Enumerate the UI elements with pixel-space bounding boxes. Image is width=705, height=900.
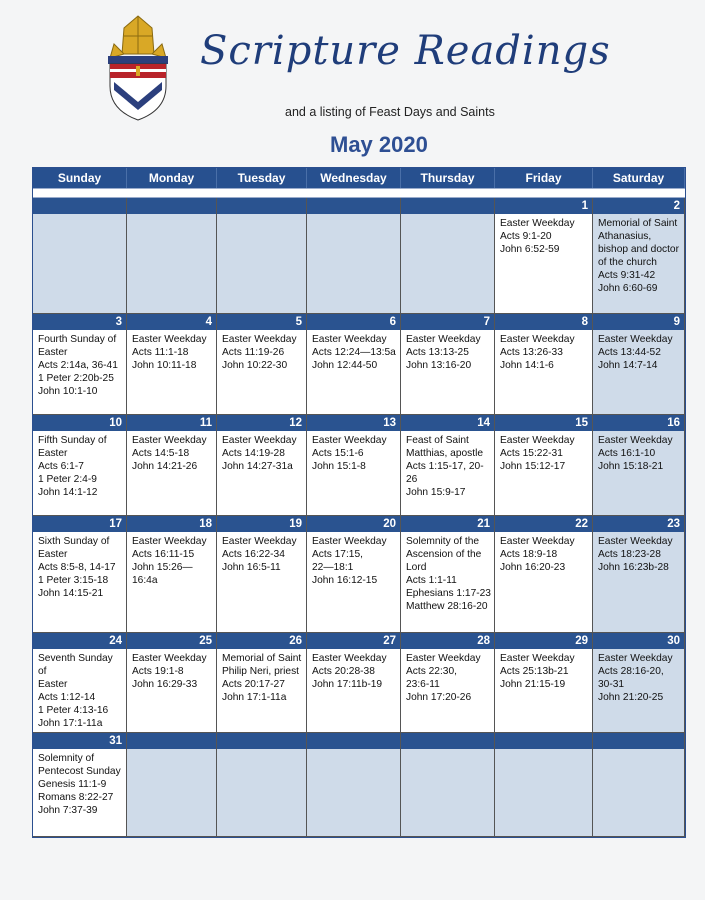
reading-list	[307, 649, 400, 691]
day-cell-11	[127, 415, 217, 516]
day-number: 20	[307, 516, 400, 532]
reading-list	[401, 330, 494, 372]
day-number: 29	[495, 633, 592, 649]
reading-line: Acts 16:11-15	[132, 549, 195, 560]
reading-line: Matthias, apostle	[406, 448, 484, 459]
reading-line: Easter Weekday	[312, 334, 387, 345]
reading-line: Acts 6:1-7	[38, 461, 84, 472]
day-cell-28	[401, 633, 495, 733]
day-number: 3	[33, 314, 126, 330]
reading-line: Easter Weekday	[598, 536, 673, 547]
reading-line: Easter Weekday	[598, 435, 673, 446]
day-number: 24	[33, 633, 126, 649]
reading-line: Acts 13:26-33	[500, 347, 563, 358]
reading-list	[307, 214, 400, 217]
reading-line: Easter Weekday	[598, 334, 673, 345]
reading-line: Easter Weekday	[598, 653, 673, 664]
reading-line: John 16:20-23	[500, 562, 566, 573]
calendar-grid	[32, 167, 686, 838]
reading-line: Easter Weekday	[222, 334, 297, 345]
reading-line: John 16:29-33	[132, 679, 198, 690]
reading-line: Acts 2:14a, 36-41	[38, 360, 118, 371]
page-title: Scripture Readings	[200, 28, 611, 74]
weekday-header-friday: Friday	[495, 168, 593, 188]
weekday-header-tuesday: Tuesday	[217, 168, 307, 188]
day-cell-27	[307, 633, 401, 733]
weekday-header-saturday: Saturday	[593, 168, 685, 188]
reading-line: Acts 20:17-27	[222, 679, 285, 690]
reading-line: Feast of Saint	[406, 435, 469, 446]
reading-line: Easter Weekday	[406, 653, 481, 664]
empty-day-cell	[217, 733, 307, 837]
empty-day-cell	[495, 733, 593, 837]
reading-line: Acts 15:1-6	[312, 448, 364, 459]
reading-line: John 10:22-30	[222, 360, 288, 371]
day-cell-9	[593, 314, 685, 415]
day-cell-1	[495, 198, 593, 314]
day-cell-30	[593, 633, 685, 733]
reading-line: 16:4a	[132, 575, 158, 586]
day-number: 10	[33, 415, 126, 431]
day-number: 1	[495, 198, 592, 214]
reading-line: of the church	[598, 257, 657, 268]
reading-list	[307, 330, 400, 372]
reading-line: John 12:44-50	[312, 360, 378, 371]
day-cell-4	[127, 314, 217, 415]
day-number: 5	[217, 314, 306, 330]
reading-line: Acts 14:5-18	[132, 448, 190, 459]
day-cell-24	[33, 633, 127, 733]
reading-line: Acts 28:16-20,	[598, 666, 664, 677]
day-number: 23	[593, 516, 684, 532]
reading-list	[495, 649, 592, 691]
month-heading: May 2020	[330, 132, 428, 157]
day-cell-17	[33, 516, 127, 633]
day-number: 30	[593, 633, 684, 649]
reading-line: Romans 8:22-27	[38, 792, 114, 803]
weekday-header-monday: Monday	[127, 168, 217, 188]
day-cell-10	[33, 415, 127, 516]
reading-line: John 16:5-11	[222, 562, 281, 573]
reading-line: Athanasius,	[598, 231, 652, 242]
day-cell-20	[307, 516, 401, 633]
day-number: 27	[307, 633, 400, 649]
day-number: 7	[401, 314, 494, 330]
reading-line: Ephesians 1:17-23	[406, 588, 491, 599]
reading-line: Acts 9:1-20	[500, 231, 552, 242]
day-cell-26	[217, 633, 307, 733]
reading-line: John 6:60-69	[598, 283, 658, 294]
reading-line: Acts 11:19-26	[222, 347, 285, 358]
reading-line: 26	[406, 474, 418, 485]
reading-list	[33, 431, 126, 499]
reading-line: Memorial of Saint	[598, 218, 678, 229]
day-cell-16	[593, 415, 685, 516]
reading-list	[401, 649, 494, 704]
empty-day-cell	[33, 198, 127, 314]
day-number: 6	[307, 314, 400, 330]
reading-list	[217, 330, 306, 372]
reading-line: Philip Neri, priest	[222, 666, 299, 677]
reading-line: Acts 8:5-8, 14-17	[38, 562, 116, 573]
reading-list	[593, 214, 684, 295]
reading-list	[593, 749, 684, 752]
day-number	[593, 733, 684, 749]
reading-line: Acts 14:19-28	[222, 448, 285, 459]
day-number: 9	[593, 314, 684, 330]
weekday-header-sunday: Sunday	[33, 168, 127, 188]
reading-line: Acts 13:13-25	[406, 347, 469, 358]
reading-line: Easter Weekday	[312, 536, 387, 547]
reading-line: John 21:15-19	[500, 679, 566, 690]
header-spacer	[33, 188, 685, 198]
reading-list	[217, 749, 306, 752]
reading-line: Easter Weekday	[500, 536, 575, 547]
reading-line: Easter	[38, 679, 68, 690]
reading-line: Acts 12:24—13:5a	[312, 347, 396, 358]
reading-list	[401, 749, 494, 752]
reading-line: Pentecost Sunday	[38, 766, 121, 777]
reading-line: John 15:1-8	[312, 461, 366, 472]
reading-line: 23:6-11	[406, 679, 440, 690]
reading-line: John 10:1-10	[38, 386, 98, 397]
reading-line: John 14:15-21	[38, 588, 104, 599]
reading-line: Matthew 28:16-20	[406, 601, 488, 612]
reading-line: Easter Weekday	[312, 435, 387, 446]
reading-line: John 10:11-18	[132, 360, 197, 371]
day-cell-7	[401, 314, 495, 415]
reading-line: Ascension of the	[406, 549, 482, 560]
reading-line: Easter	[38, 448, 68, 459]
day-number	[401, 198, 494, 214]
reading-line: John 15:26—	[132, 562, 193, 573]
reading-line: Solemnity of the	[406, 536, 480, 547]
reading-line: Lord	[406, 562, 427, 573]
reading-line: Easter	[38, 549, 68, 560]
empty-day-cell	[401, 198, 495, 314]
reading-line: Acts 22:30,	[406, 666, 457, 677]
day-number: 22	[495, 516, 592, 532]
reading-line: Solemnity of	[38, 753, 95, 764]
day-number	[127, 733, 216, 749]
reading-line: John 14:27-31a	[222, 461, 293, 472]
day-cell-19	[217, 516, 307, 633]
reading-line: John 17:11b-19	[312, 679, 383, 690]
reading-list	[33, 330, 126, 398]
reading-line: John 21:20-25	[598, 692, 664, 703]
day-number	[307, 733, 400, 749]
reading-line: Easter Weekday	[222, 536, 297, 547]
reading-line: John 15:12-17	[500, 461, 566, 472]
reading-list	[217, 214, 306, 217]
reading-line: Acts 15:22-31	[500, 448, 563, 459]
day-cell-18	[127, 516, 217, 633]
reading-line: John 14:1-6	[500, 360, 554, 371]
day-cell-21	[401, 516, 495, 633]
reading-list	[217, 532, 306, 574]
day-number: 2	[593, 198, 684, 214]
reading-list	[307, 749, 400, 752]
weekday-header-thursday: Thursday	[401, 168, 495, 188]
reading-line: Seventh Sunday of	[38, 653, 113, 677]
day-cell-13	[307, 415, 401, 516]
reading-line: 1 Peter 4:13-16	[38, 705, 109, 716]
day-number	[495, 733, 592, 749]
reading-list	[307, 532, 400, 587]
reading-line: John 7:37-39	[38, 805, 98, 816]
reading-line: John 15:18-21	[598, 461, 664, 472]
reading-line: Acts 1:12-14	[38, 692, 96, 703]
reading-line: Acts 18:23-28	[598, 549, 661, 560]
day-number: 14	[401, 415, 494, 431]
reading-line: Acts 19:1-8	[132, 666, 184, 677]
reading-list	[495, 532, 592, 574]
empty-day-cell	[307, 733, 401, 837]
reading-line: Acts 11:1-18	[132, 347, 189, 358]
reading-list	[401, 214, 494, 217]
reading-line: Acts 9:31-42	[598, 270, 656, 281]
reading-line: Easter Weekday	[312, 653, 387, 664]
day-cell-23	[593, 516, 685, 633]
reading-line: Easter Weekday	[222, 435, 297, 446]
day-number	[33, 198, 126, 214]
reading-list	[495, 749, 592, 752]
reading-line: John 17:1-11a	[222, 692, 287, 703]
day-number: 11	[127, 415, 216, 431]
reading-list	[495, 214, 592, 256]
reading-line: Acts 20:28-38	[312, 666, 375, 677]
reading-line: Easter Weekday	[132, 653, 207, 664]
day-number: 16	[593, 415, 684, 431]
reading-line: Acts 1:1-11	[406, 575, 457, 586]
reading-list	[127, 532, 216, 587]
day-number	[217, 198, 306, 214]
reading-line: Fifth Sunday of	[38, 435, 107, 446]
day-number: 25	[127, 633, 216, 649]
day-number: 4	[127, 314, 216, 330]
reading-list	[127, 330, 216, 372]
reading-line: Easter Weekday	[500, 218, 575, 229]
reading-line: Genesis 11:1-9	[38, 779, 107, 790]
reading-line: Acts 13:44-52	[598, 347, 661, 358]
reading-list	[127, 214, 216, 217]
reading-line: Easter Weekday	[132, 435, 207, 446]
reading-line: 1 Peter 3:15-18	[38, 575, 109, 586]
day-cell-14	[401, 415, 495, 516]
reading-list	[495, 431, 592, 473]
day-number	[307, 198, 400, 214]
reading-list	[127, 649, 216, 691]
reading-line: John 15:9-17	[406, 487, 466, 498]
empty-day-cell	[127, 198, 217, 314]
day-cell-8	[495, 314, 593, 415]
day-number	[401, 733, 494, 749]
reading-list	[127, 749, 216, 752]
reading-line: Acts 25:13b-21	[500, 666, 569, 677]
reading-line: John 17:20-26	[406, 692, 472, 703]
day-cell-25	[127, 633, 217, 733]
reading-list	[593, 532, 684, 574]
reading-line: Easter Weekday	[500, 334, 575, 345]
reading-line: John 16:23b-28	[598, 562, 669, 573]
reading-line: 1 Peter 2:4-9	[38, 474, 97, 485]
day-number: 21	[401, 516, 494, 532]
day-cell-12	[217, 415, 307, 516]
day-number	[127, 198, 216, 214]
reading-list	[33, 214, 126, 217]
reading-line: Fourth Sunday of	[38, 334, 117, 345]
empty-day-cell	[127, 733, 217, 837]
reading-list	[593, 649, 684, 704]
reading-list	[593, 330, 684, 372]
reading-line: John 6:52-59	[500, 244, 560, 255]
reading-line: Easter Weekday	[132, 334, 207, 345]
empty-day-cell	[401, 733, 495, 837]
reading-line: 30-31	[598, 679, 625, 690]
reading-line: John 14:1-12	[38, 487, 98, 498]
day-cell-22	[495, 516, 593, 633]
day-number: 8	[495, 314, 592, 330]
reading-line: John 14:21-26	[132, 461, 198, 472]
reading-line: John 14:7-14	[598, 360, 658, 371]
reading-line: Easter	[38, 347, 68, 358]
day-cell-5	[217, 314, 307, 415]
reading-line: Acts 1:15-17, 20-	[406, 461, 484, 472]
empty-day-cell	[307, 198, 401, 314]
reading-line: Easter Weekday	[500, 435, 575, 446]
day-number: 15	[495, 415, 592, 431]
day-cell-6	[307, 314, 401, 415]
day-cell-15	[495, 415, 593, 516]
reading-line: Acts 17:15,	[312, 549, 363, 560]
reading-line: John 17:1-11a	[38, 718, 103, 729]
reading-line: Sixth Sunday of	[38, 536, 110, 547]
day-number: 31	[33, 733, 126, 749]
reading-line: Easter Weekday	[406, 334, 481, 345]
day-number: 13	[307, 415, 400, 431]
reading-line: John 13:16-20	[406, 360, 472, 371]
page-subtitle: and a listing of Feast Days and Saints	[285, 105, 495, 119]
reading-list	[33, 532, 126, 600]
reading-list	[217, 649, 306, 704]
reading-list	[307, 431, 400, 473]
reading-line: Easter Weekday	[132, 536, 207, 547]
day-cell-3	[33, 314, 127, 415]
day-number	[217, 733, 306, 749]
empty-day-cell	[593, 733, 685, 837]
reading-line: Acts 16:1-10	[598, 448, 656, 459]
day-number: 18	[127, 516, 216, 532]
reading-list	[217, 431, 306, 473]
reading-list	[33, 749, 126, 817]
reading-list	[127, 431, 216, 473]
diocese-crest-icon	[100, 14, 176, 124]
day-cell-31	[33, 733, 127, 837]
reading-line: John 16:12-15	[312, 575, 378, 586]
day-number: 19	[217, 516, 306, 532]
reading-line: Memorial of Saint	[222, 653, 302, 664]
reading-list	[33, 649, 126, 730]
reading-line: 1 Peter 2:20b-25	[38, 373, 114, 384]
day-number: 17	[33, 516, 126, 532]
day-number: 12	[217, 415, 306, 431]
day-cell-2	[593, 198, 685, 314]
reading-line: 22—18:1	[312, 562, 354, 573]
reading-list	[401, 431, 494, 499]
reading-list	[401, 532, 494, 613]
reading-list	[593, 431, 684, 473]
day-number: 28	[401, 633, 494, 649]
day-cell-29	[495, 633, 593, 733]
reading-line: Easter Weekday	[500, 653, 575, 664]
empty-day-cell	[217, 198, 307, 314]
day-number: 26	[217, 633, 306, 649]
reading-list	[495, 330, 592, 372]
reading-line: Acts 16:22-34	[222, 549, 285, 560]
weekday-header-wednesday: Wednesday	[307, 168, 401, 188]
reading-line: Acts 18:9-18	[500, 549, 558, 560]
reading-line: bishop and doctor	[598, 244, 679, 255]
